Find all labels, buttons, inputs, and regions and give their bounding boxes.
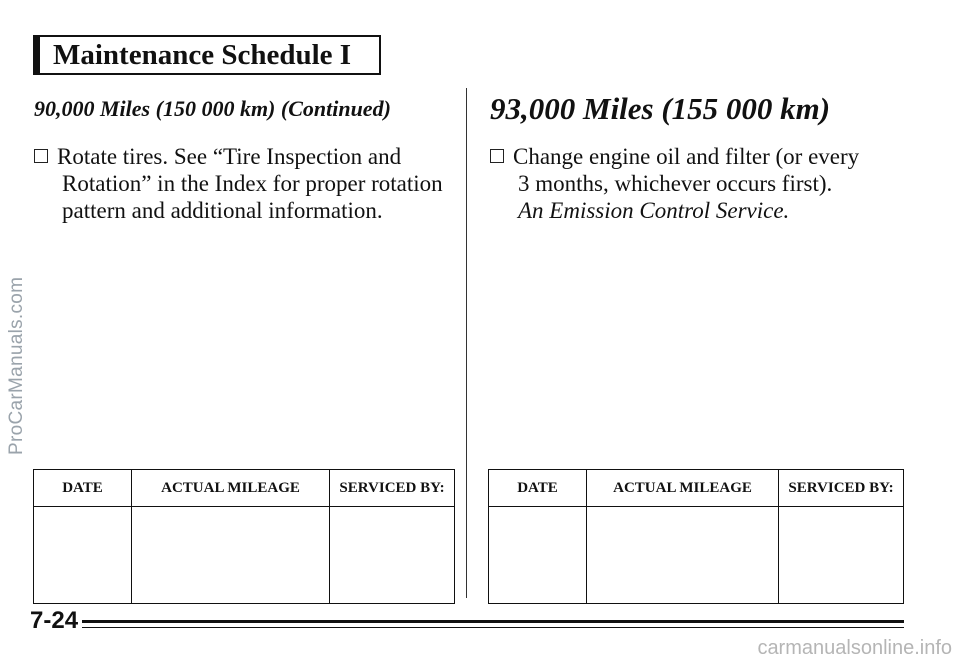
item-line-1 [490, 143, 859, 170]
item-line-3: pattern and additional information. [62, 198, 383, 223]
table-row [34, 507, 455, 604]
left-service-record-table [33, 469, 455, 604]
footer-rule [82, 620, 904, 623]
page-number: 7-24 [30, 607, 79, 634]
actual-mileage-header: ACTUAL MILEAGE [132, 470, 330, 507]
column-divider [466, 88, 467, 598]
date-cell[interactable] [489, 507, 587, 604]
table-header-row [489, 470, 904, 507]
section-title: Maintenance Schedule I [53, 39, 352, 71]
right-service-record-table [488, 469, 904, 604]
serviced-by-cell[interactable] [779, 507, 904, 604]
serviced-by-cell[interactable] [330, 507, 455, 604]
item-line-2: Rotation” in the Index for proper rotation [62, 171, 443, 196]
serviced-by-header: SERVICED BY: [779, 470, 904, 507]
item-text: Change engine oil and filter (or every [513, 144, 860, 169]
right-checklist-item [490, 143, 859, 224]
footer-rule-thin [82, 627, 904, 628]
section-header [33, 35, 381, 75]
watermark-carmanualsonline: carmanualsonline.info [757, 637, 952, 659]
checkbox-icon[interactable] [34, 149, 48, 163]
date-cell[interactable] [34, 507, 132, 604]
actual-mileage-header: ACTUAL MILEAGE [587, 470, 779, 507]
left-mileage-heading: 90,000 Miles (150 000 km) (Continued) [34, 96, 391, 121]
table-row [489, 507, 904, 604]
actual-mileage-cell[interactable] [587, 507, 779, 604]
checkbox-icon[interactable] [490, 149, 504, 163]
date-header: DATE [34, 470, 132, 507]
watermark-procarmanuals: ProCarManuals.com [6, 276, 27, 455]
emission-note: An Emission Control Service. [518, 198, 790, 223]
item-text: Rotate tires. See “Tire Inspection and [57, 144, 402, 169]
item-line-2: 3 months, whichever occurs first). [518, 171, 833, 196]
left-checklist-item [34, 143, 443, 224]
actual-mileage-cell[interactable] [132, 507, 330, 604]
date-header: DATE [489, 470, 587, 507]
right-mileage-heading: 93,000 Miles (155 000 km) [490, 91, 831, 126]
item-line-1 [34, 143, 443, 170]
serviced-by-header: SERVICED BY: [330, 470, 455, 507]
table-header-row [34, 470, 455, 507]
